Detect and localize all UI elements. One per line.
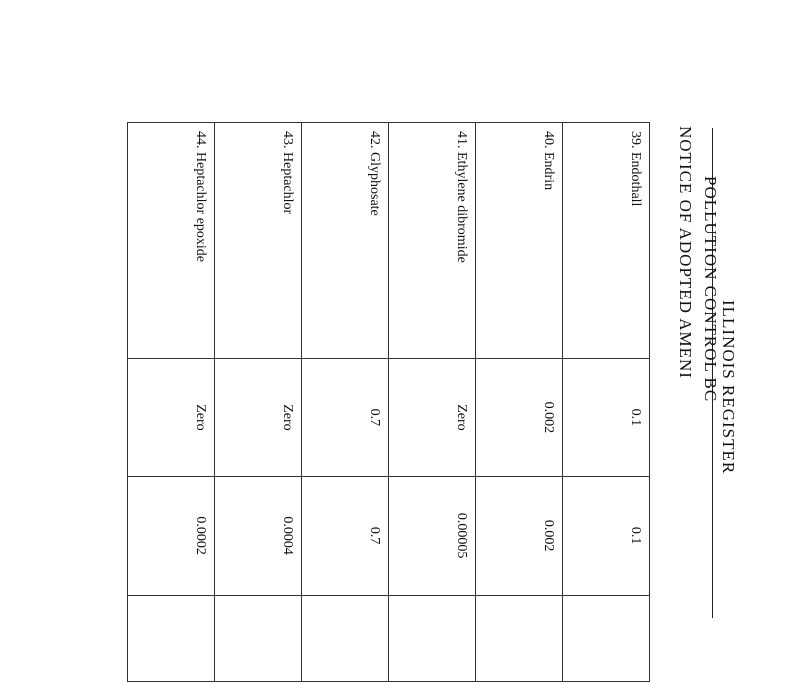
table-cell bbox=[563, 595, 650, 681]
contaminant-name: 39. Endothall bbox=[563, 123, 650, 359]
mcl-value: 0.7 bbox=[302, 476, 389, 595]
contaminant-name: 41. Ethylene dibromide bbox=[389, 123, 476, 359]
board-name: POLLUTION CONTROL BC bbox=[701, 176, 720, 403]
table-cell bbox=[302, 595, 389, 681]
mcl-value: 0.1 bbox=[563, 476, 650, 595]
contaminant-name: 40. Endrin bbox=[476, 123, 563, 359]
table-cell bbox=[215, 595, 302, 681]
table-row bbox=[215, 123, 302, 682]
notice-title: NOTICE OF ADOPTED AMENI bbox=[676, 126, 695, 379]
mclg-value: Zero bbox=[215, 359, 302, 476]
mcl-value: 0.002 bbox=[476, 476, 563, 595]
mclg-value: 0.002 bbox=[476, 359, 563, 476]
mcl-value: 0.0004 bbox=[215, 476, 302, 595]
mclg-value: 0.1 bbox=[563, 359, 650, 476]
table-row bbox=[128, 123, 215, 682]
contaminant-name: 43. Heptachlor bbox=[215, 123, 302, 359]
table-row bbox=[389, 123, 476, 682]
mclg-value: 0.7 bbox=[302, 359, 389, 476]
contaminant-table bbox=[127, 122, 650, 682]
register-title: ILLINOIS REGISTER bbox=[719, 300, 738, 475]
table-row bbox=[476, 123, 563, 682]
contaminant-name: 42. Glyphosate bbox=[302, 123, 389, 359]
mcl-value: 0.00005 bbox=[389, 476, 476, 595]
table-cell bbox=[476, 595, 563, 681]
mclg-value: Zero bbox=[128, 359, 215, 476]
table-cell bbox=[128, 595, 215, 681]
table-row bbox=[302, 123, 389, 682]
mcl-value: 0.0002 bbox=[128, 476, 215, 595]
table-cell bbox=[389, 595, 476, 681]
contaminant-name: 44. Heptachlor epoxide bbox=[128, 123, 215, 359]
mclg-value: Zero bbox=[389, 359, 476, 476]
table-row bbox=[563, 123, 650, 682]
